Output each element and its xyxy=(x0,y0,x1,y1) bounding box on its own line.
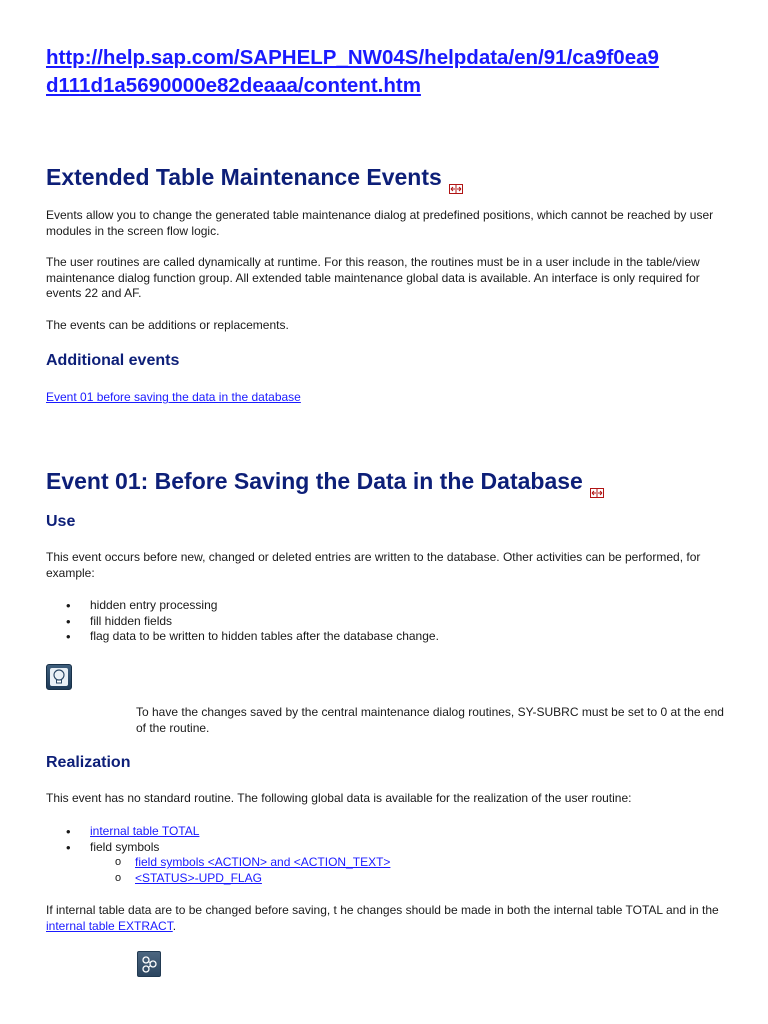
section-title-extended-events xyxy=(46,163,463,191)
list-item: • fill hidden fields xyxy=(46,614,726,630)
subheading-use: Use xyxy=(46,513,76,530)
event-01-link[interactable]: Event 01 before saving the data in the database xyxy=(46,390,301,404)
paragraph-additions-replacements: The events can be additions or replacements. xyxy=(46,318,289,332)
realization-bullet-list xyxy=(46,824,726,887)
external-link-icon[interactable] xyxy=(590,476,604,486)
url-line-1: http://help.sap.com/SAPHELP_NW04S/helpdata/en/91/ca9f0ea9 xyxy=(46,46,659,69)
status-upd-flag-link[interactable]: <STATUS>-UPD_FLAG xyxy=(135,871,262,886)
use-bullet-list xyxy=(46,598,726,645)
section-title-text: Event 01: Before Saving the Data in the Database xyxy=(46,468,583,494)
field-symbols-action-link[interactable]: field symbols <ACTION> and <ACTION_TEXT> xyxy=(135,855,391,870)
closing-period: . xyxy=(172,918,177,933)
subheading-realization: Realization xyxy=(46,754,131,771)
tip-text: To have the changes saved by the central maintenance dialog routines, SY-SUBRC must be set to 0 at the end of the routine. xyxy=(136,705,724,735)
subheading-additional-events: Additional events xyxy=(46,352,180,369)
sublist-item xyxy=(46,855,726,871)
list-item: • hidden entry processing xyxy=(46,598,726,614)
list-item xyxy=(46,824,726,840)
section-title-text: Extended Table Maintenance Events xyxy=(46,164,442,190)
paragraph-events-allow: Events allow you to change the generated table maintenance dialog at predefined positions, which cannot be reached by user modules in the screen flow logic. xyxy=(46,208,714,238)
list-item: • flag data to be written to hidden tables after the database change. xyxy=(46,629,726,645)
paragraph-user-routines: The user routines are called dynamically at runtime. For this reason, the routines must be in a user include in the table/view maintenance dialog function group. All extended table maintenance global data is available. An interface is only required for events 22 and AF. xyxy=(46,255,700,300)
lightbulb-icon xyxy=(46,664,72,690)
field-symbols-sublist xyxy=(46,855,726,886)
paragraph-closing xyxy=(46,903,726,934)
list-item xyxy=(46,840,726,887)
source-url-link[interactable] xyxy=(46,44,736,100)
field-symbols-label: field symbols xyxy=(90,839,160,854)
section-title-event-01 xyxy=(46,467,604,495)
url-line-2: d111d1a5690000e82deaaa/content.htm xyxy=(46,74,421,97)
external-link-icon[interactable] xyxy=(449,172,463,182)
internal-table-extract-link[interactable]: internal table EXTRACT xyxy=(46,918,173,933)
closing-text: If internal table data are to be changed before saving, t he changes should be made in both the internal table TOTAL and in the xyxy=(46,903,719,917)
sublist-item xyxy=(46,871,726,887)
paragraph-use: This event occurs before new, changed or deleted entries are written to the database. Other activities can be performed, for example: xyxy=(46,550,701,580)
graphic-icon[interactable] xyxy=(137,951,161,977)
internal-table-total-link[interactable]: internal table TOTAL xyxy=(90,824,200,838)
paragraph-realization: This event has no standard routine. The following global data is available for the realization of the user routine: xyxy=(46,791,632,805)
